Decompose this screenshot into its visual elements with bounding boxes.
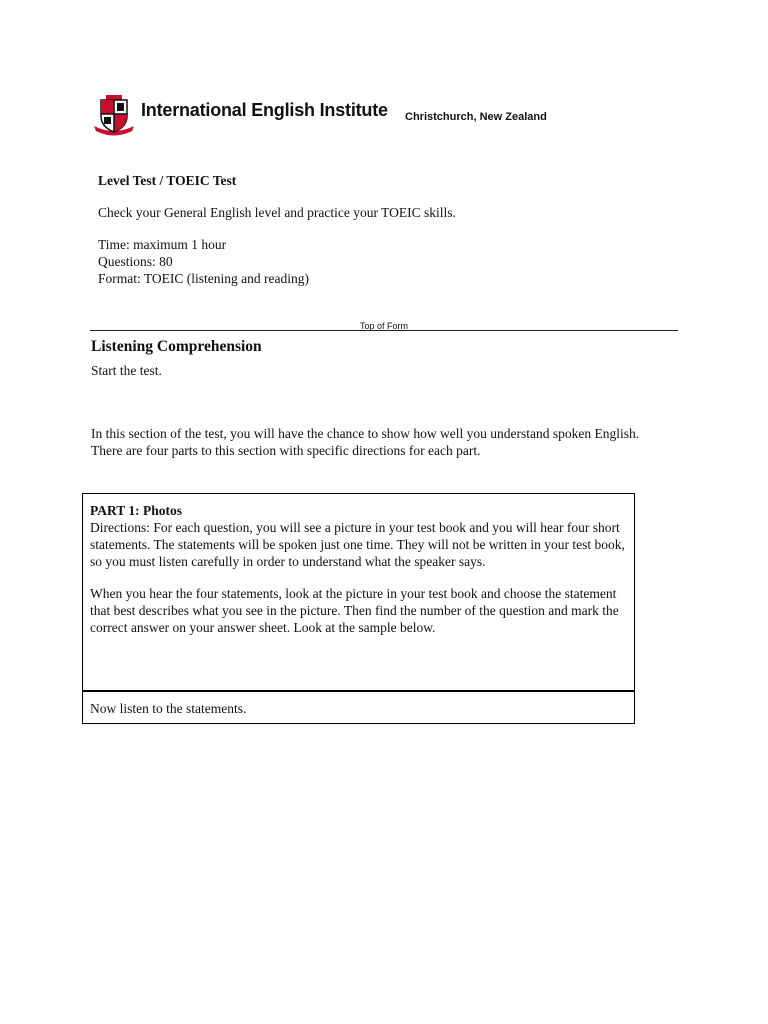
part1-title: PART 1: Photos [90,503,183,518]
test-intro [98,172,658,287]
part1-directions-cell [83,494,634,692]
section-heading: Listening Comprehension [91,338,262,355]
form-divider [90,330,678,331]
test-description: Check your General English level and practice your TOEIC skills. [98,205,456,220]
part1-instructions: When you hear the four statements, look at the picture in your test book and choose the statement that best describes what you see in the picture. Then find the number of the question and mark the correct answer on your answer sheet. Look at the sample below. [90,586,619,635]
test-time: Time: maximum 1 hour [98,237,227,252]
test-questions: Questions: 80 [98,254,173,269]
test-title: Level Test / TOEIC Test [98,173,237,188]
section-intro-text: In this section of the test, you will have the chance to show how well you understand spoken English. There are four parts to this section with specific directions for each part. [91,426,640,458]
part1-box [82,493,635,724]
institute-name: International English Institute [141,100,388,120]
page-header [92,94,562,138]
shield-crest-icon [92,94,136,138]
institute-location: Christchurch, New Zealand [405,111,547,123]
test-format: Format: TOEIC (listening and reading) [98,271,309,286]
start-test-text: Start the test. [91,363,162,378]
top-of-form-label: Top of Form [359,321,408,331]
part1-listen-prompt: Now listen to the statements. [90,701,247,716]
part1-directions: Directions: For each question, you will see a picture in your test book and you will hear four short statements. The statements will be spoken just one time. They will not be written in your test book, so you must listen carefully in order to understand what the speaker says. [90,520,625,569]
